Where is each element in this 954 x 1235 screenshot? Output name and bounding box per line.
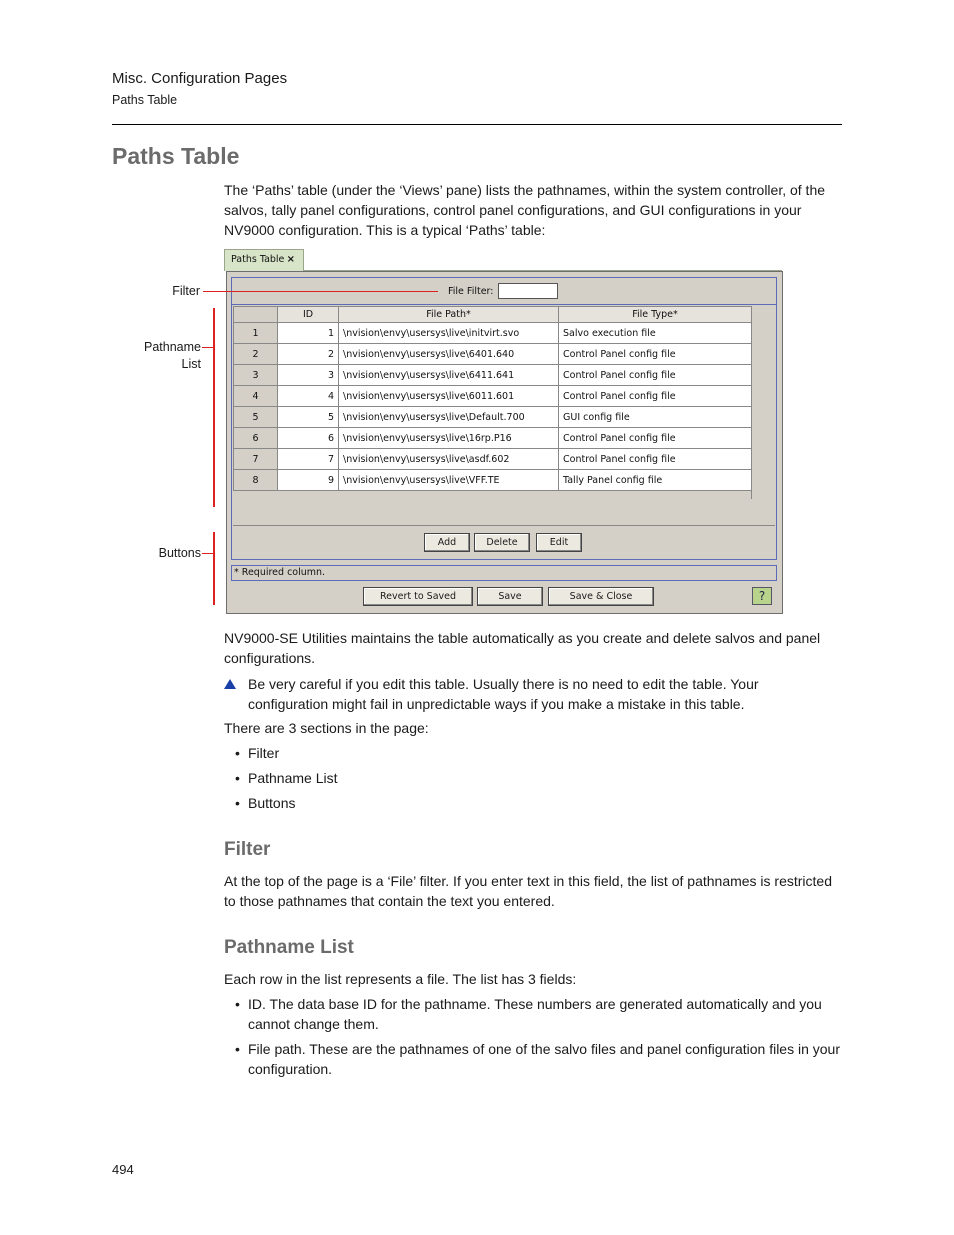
- table-row[interactable]: [234, 449, 752, 470]
- callout-filter-line: [203, 291, 438, 292]
- cell-file-type[interactable]: Salvo execution file: [559, 323, 752, 344]
- maintains-paragraph: NV9000-SE Utilities maintains the table automatically as you create and delete salvos and panel configurations.: [224, 630, 821, 666]
- sections-list: [224, 743, 842, 818]
- callout-filter: Filter: [172, 284, 200, 298]
- cell-file-type[interactable]: Control Panel config file: [559, 428, 752, 449]
- running-header-title: Misc. Configuration Pages: [112, 70, 288, 87]
- row-header[interactable]: 5: [234, 407, 278, 428]
- cell-id[interactable]: 5: [278, 407, 339, 428]
- callout-pathname-line2: List: [181, 357, 201, 371]
- file-filter-label: File Filter:: [448, 286, 494, 297]
- cell-file-type[interactable]: Control Panel config file: [559, 386, 752, 407]
- warning-text: Be very careful if you edit this table. Usually there is no need to edit the table. Your configuration might fail in unpredictable ways if you make a mistake in this table.: [248, 676, 759, 712]
- close-icon[interactable]: ×: [286, 254, 295, 265]
- cell-id[interactable]: 3: [278, 365, 339, 386]
- cell-id[interactable]: 1: [278, 323, 339, 344]
- list-item: • File path. These are the pathnames of one of the salvo files and panel configuration files in your configuration.: [224, 1039, 842, 1079]
- cell-file-type[interactable]: GUI config file: [559, 407, 752, 428]
- row-header[interactable]: 4: [234, 386, 278, 407]
- cell-file-path[interactable]: \nvision\envy\usersys\live\6011.601: [339, 386, 559, 407]
- sections-intro: There are 3 sections in the page:: [224, 720, 429, 736]
- row-header[interactable]: 3: [234, 365, 278, 386]
- table-row[interactable]: [234, 365, 752, 386]
- required-note: * Required column.: [231, 565, 777, 581]
- row-header[interactable]: 8: [234, 470, 278, 491]
- tab-label: Paths Table: [231, 254, 285, 265]
- row-header[interactable]: 1: [234, 323, 278, 344]
- delete-button[interactable]: Delete: [474, 533, 530, 552]
- filter-heading: Filter: [224, 839, 271, 860]
- save-button[interactable]: Save: [477, 587, 543, 606]
- callout-buttons-bracket: [213, 532, 215, 605]
- list-item: • ID. The data base ID for the pathname. These numbers are generated automatically and you cannot change them.: [224, 994, 842, 1034]
- warning-note: [224, 674, 842, 714]
- table-row[interactable]: [234, 407, 752, 428]
- cell-file-path[interactable]: \nvision\envy\usersys\live\VFF.TE: [339, 470, 559, 491]
- help-icon[interactable]: ?: [752, 587, 772, 605]
- grid-corner: [234, 307, 278, 323]
- pathname-list-intro: Each row in the list represents a file. The list has 3 fields:: [224, 971, 577, 987]
- cell-file-type[interactable]: Tally Panel config file: [559, 470, 752, 491]
- warning-triangle-icon: [224, 679, 236, 689]
- cell-file-type[interactable]: Control Panel config file: [559, 365, 752, 386]
- paths-grid: [233, 306, 752, 491]
- table-row[interactable]: [234, 470, 752, 491]
- grid-area-divider: [233, 525, 775, 526]
- cell-file-path[interactable]: \nvision\envy\usersys\live\6401.640: [339, 344, 559, 365]
- tab-paths-table[interactable]: [224, 249, 304, 271]
- revert-to-saved-button[interactable]: Revert to Saved: [363, 587, 473, 606]
- running-header-subtitle: Paths Table: [112, 93, 178, 107]
- table-row[interactable]: [234, 323, 752, 344]
- cell-id[interactable]: 4: [278, 386, 339, 407]
- callout-pathname-line1: Pathname: [144, 340, 201, 354]
- table-row[interactable]: [234, 344, 752, 365]
- cell-file-path[interactable]: \nvision\envy\usersys\live\16rp.P16: [339, 428, 559, 449]
- file-filter-input[interactable]: [498, 283, 558, 299]
- table-row[interactable]: [234, 428, 752, 449]
- page-number: 494: [112, 1162, 134, 1177]
- cell-file-path[interactable]: \nvision\envy\usersys\live\6411.641: [339, 365, 559, 386]
- column-header-file-type[interactable]: File Type*: [559, 307, 752, 323]
- intro-paragraph: The ‘Paths’ table (under the ‘Views’ pane) lists the pathnames, within the system controller, of the salvos, tally panel configurations, control panel configurations, and GUI configurations in your NV9000 configuration. This is a typical ‘Paths’ table:: [224, 182, 826, 238]
- row-header[interactable]: 6: [234, 428, 278, 449]
- save-and-close-button[interactable]: Save & Close: [548, 587, 654, 606]
- edit-button[interactable]: Edit: [536, 533, 582, 552]
- cell-file-path[interactable]: \nvision\envy\usersys\live\asdf.602: [339, 449, 559, 470]
- header-rule: [112, 124, 842, 125]
- cell-file-type[interactable]: Control Panel config file: [559, 344, 752, 365]
- page-title: Paths Table: [112, 143, 240, 169]
- cell-id[interactable]: 9: [278, 470, 339, 491]
- add-button[interactable]: Add: [424, 533, 470, 552]
- list-item: • Pathname List: [224, 768, 842, 788]
- list-item: • Buttons: [224, 793, 842, 813]
- pathname-list-heading: Pathname List: [224, 937, 354, 958]
- callout-buttons: Buttons: [158, 546, 201, 560]
- column-header-file-path[interactable]: File Path*: [339, 307, 559, 323]
- table-row[interactable]: [234, 386, 752, 407]
- cell-id[interactable]: 2: [278, 344, 339, 365]
- row-header[interactable]: 2: [234, 344, 278, 365]
- filter-paragraph: At the top of the page is a ‘File’ filter. If you enter text in this field, the list of pathnames is restricted to those pathnames that contain the text you entered.: [224, 873, 833, 909]
- cell-file-path[interactable]: \nvision\envy\usersys\live\initvirt.svo: [339, 323, 559, 344]
- pathname-fields-list: [224, 994, 842, 1084]
- cell-file-type[interactable]: Control Panel config file: [559, 449, 752, 470]
- list-item: • Filter: [224, 743, 842, 763]
- callout-pathname-bracket: [213, 308, 215, 507]
- column-header-id[interactable]: ID: [278, 307, 339, 323]
- grid-header-row: [234, 307, 752, 323]
- cell-id[interactable]: 7: [278, 449, 339, 470]
- row-header[interactable]: 7: [234, 449, 278, 470]
- cell-file-path[interactable]: \nvision\envy\usersys\live\Default.700: [339, 407, 559, 428]
- cell-id[interactable]: 6: [278, 428, 339, 449]
